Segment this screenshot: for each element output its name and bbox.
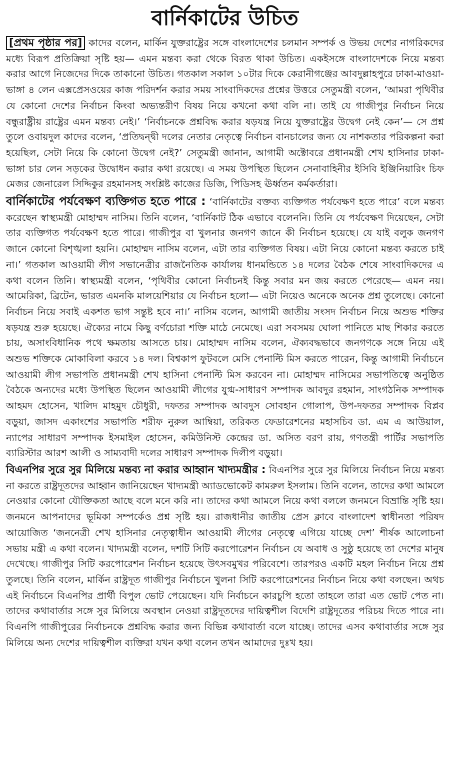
paragraph-2-text: ‘বার্নিকাটের বক্তব্য ব্যক্তিগত পর্যবেক্ষণ হতে পারে’ বলে মন্তব্য করেছেন স্বাস্থ্যমন্ত্রী মোহাম্মদ নাসিম। তিনি বলেন, ‘বার্নিকাট ঠিক এভাবে বলেননি। তিনি যে পর্যবেক্ষণ দিয়েছেন, সেটা তার ব্যক্তিগত পর্যবেক্ষণ হতে পারে। গাজীপুর বা খুলনার জনগণ জানে কী নির্বাচন হয়েছে। যে যাই বলুক জনগণ জানে কোনো বিশৃঙ্খলা হয়নি। মোহাম্মদ নাসিম বলেন, এটা তার ব্যক্তিগত বিষয়। এটা নিয়ে কোনো মন্তব্য করতে চাই না।’ গতকাল আওয়ামী লীগ সভানেত্রীর রাজনৈতিক কার্যালয় ধানমন্ডিতে ১৪ দলের বৈঠক শেষে সাংবাদিকদের এ কথা বলেন তিনি। স্বাস্থ্যমন্ত্রী বলেন, ‘পৃথিবীর কোনো নির্বাচনই কিন্তু সবার মন জয় করতে পেরেছে— এমন নয়। আমেরিকা, ব্রিটেন, ভারত এমনকি মালয়েশিয়ার যে নির্বাচন হলো— এটা নিয়েও অনেকে অনেক প্রশ্ন তুলেছে। কোনো নির্বাচন নিয়ে সবাই একশত ভাগ সন্তুষ্ট হবে না।’ নাসিম বলেন, আগামী জাতীয় সংসদ নির্বাচন নিয়ে অশুভ শক্তির ষড়যন্ত্র শুরু হয়েছে। ঐক্যের নামে কিছু বর্ণচোরা শক্তি মাঠে নেমেছে। এরা সবসময় ঘোলা পানিতে মাছ শিকার করতে চায়, অসাংবিধানিক পথে ক্ষমতায় আসতে চায়। মোহাম্মদ নাসিম বলেন, ঐক্যবদ্ধভাবে জনগণকে সঙ্গে নিয়ে এই অশুভ শক্তিকে মোকাবিলা করবে ১৪ দল। বিশ্বকাপ ফুটবলে মেসি পেনাল্টি মিস করতে পারেন, কিন্তু আগামী নির্বাচনে আওয়ামী লীগ সভাপতি প্রধানমন্ত্রী শেখ হাসিনা পেনাল্টি মিস করবেন না। মোহাম্মদ নাসিমের সভাপতিত্বে অনুষ্ঠিত বৈঠকে অন্যদের মধ্যে উপস্থিত ছিলেন আওয়ামী লীগের যুগ্ম-সাধারণ সম্পাদক আবদুর রহমান, সাংগঠনিক সম্পাদক আহমদ হোসেন, খালিদ মাহমুদ চৌধুরী, দফতর সম্পাদক আবদুস সোবহান গোলাপ, উপ-দফতর সম্পাদক বিপ্লব বড়ুয়া, জাসদ একাংশের সভাপতি শরীফ নুরুল আম্বিয়া, তরিকত ফেডারেশনের মহাসচিব ডা. এম এ আউয়াল, ন্যাপের সাধারণ সম্পাদক ইসমাইল হোসেন, কমিউনিস্ট কেন্দ্রের ডা. অসিত বরণ রায়, গণতন্ত্রী পার্টির সভাপতি ব্যারিস্টার আরশ আলী ও সাম্যবাদী দলের সাধারণ সম্পাদক দিলীপ বড়ুয়া। (6, 197, 444, 460)
paragraph-1-text: কাদের বলেন, মার্কিন যুক্তরাষ্ট্রের সঙ্গে বাংলাদেশের চলমান সম্পর্ক ও উভয় দেশের নাগরিকদের মধ্যে বিরূপ প্রতিক্রিয়া সৃষ্টি হয়— এমন মন্তব্য করা থেকে বিরত থাকা উচিত। একইসঙ্গে বাংলাদেশকে নিয়ে মন্তব্য করার আগে নিজেদের দিকে তাকানো উচিত। গতকাল সকাল ১০টার দিকে কেরানীগঞ্জের আবদুল্লাহপুরে ঢাকা-মাওয়া-ভাঙ্গা ৪ লেন এক্সপ্রেসওয়ের কাজ পরিদর্শন করার সময় সাংবাদিকদের প্রশ্নের উত্তরে সেতুমন্ত্রী বলেন, ‘আমরা পৃথিবীর যে কোনো দেশের নির্বাচন কিংবা অভ্যন্তরীণ বিষয় নিয়ে কখনো কথা বলি না। তাই যে গাজীপুর নির্বাচন নিয়ে বন্ধুরাষ্ট্রীয় রাষ্ট্রের এমন মন্তব্য নেই।’ ‘নির্বাচনকে প্রশ্নবিদ্ধ করার ষড়যন্ত্র নিয়ে যুক্তরাষ্ট্রের উদ্বেগ নেই কেন’— সে প্রশ্ন তুলে ওবায়দুল কাদের বলেন, ‘প্রতিদ্বন্দ্বী দলের নেতার নেতৃত্বে নির্বাচন বানচালের জন্য যে নাশকতার পরিকল্পনা করা হয়েছিল, সেটা নিয়ে কি কোনো উদ্বেগ নেই?’ সেতুমন্ত্রী জানান, আগামী অক্টোবরে প্রধানমন্ত্রী শেখ হাসিনার ঢাকা-ভাঙ্গা চার লেন সড়কের উদ্বোধন করার কথা রয়েছে। এ সময় উপস্থিত ছিলেন সেনাবাহিনীর ইসিবি ইঞ্জিনিয়ারিং চিফ মেজর জেনারেল সিদ্দিকুর রহমানসহ সংশ্লিষ্ট কাজের ডিজি, পিডিসহ ঊর্ধ্বতন কর্মকর্তারা। (6, 38, 445, 191)
subheading-burnicat-observation: বার্নিকাটের পর্যবেক্ষণ ব্যক্তিগত হতে পারে : (6, 194, 206, 209)
article-headline: বার্নিকাটের উচিত (151, 6, 299, 30)
article-paragraph-3 (6, 463, 444, 651)
article-paragraph-2 (6, 194, 444, 462)
article-paragraph-1 (6, 36, 444, 193)
paragraph-3-text: বিএনপির সুরে সুর মিলিয়ে নির্বাচন নিয়ে মন্তব্য না করতে রাষ্ট্রদূতদের আহ্বান জানিয়েছেন খাদ্যমন্ত্রী অ্যাডভোকেট কামরুল ইসলাম। তিনি বলেন, তাদের কথা আমলে নেওয়ার কোনো যৌক্তিকতা আছে বলে মনে করি না। তাদের কথা আমলে নিয়ে কথা বললে জনমনে বিভ্রান্তি সৃষ্টি হয়। জনমনে আপনাদের ভূমিকা সম্পর্কেও প্রশ্ন সৃষ্টি হয়। রাজধানীর জাতীয় প্রেস ক্লাবে বাংলাদেশ স্বাধীনতা পরিষদ আয়োজিত ‘জননেত্রী শেখ হাসিনার নেতৃত্বাধীন আওয়ামী লীগের নেতৃত্বে এগিয়ে যাচ্ছে দেশ’ শীর্ষক আলোচনা সভায় মন্ত্রী এ কথা বলেন। খাদ্যমন্ত্রী বলেন, দশটি সিটি করপোরেশন নির্বাচন যে অবাধ ও সুষ্ঠু হয়েছে তা দেশের মানুষ দেখেছে। গাজীপুর সিটি করপোরেশন নির্বাচন হয়েছে উৎসবমুখর পরিবেশে। তারপরও একটি মহল নির্বাচন নিয়ে প্রশ্ন তুলছে। তিনি বলেন, মার্কিন রাষ্ট্রদূত গাজীপুর নির্বাচনে খুলনা সিটি করপোরেশনের নির্বাচন নিয়ে কথা বলছেন। অথচ এই নির্বাচনে বিএনপির প্রার্থী বিপুল ভোট পেয়েছেন। যদি নির্বাচনে কারচুপি হতো তাহলে তারা এত ভোট পেত না। তাদের কথাবার্তার সঙ্গে সুর মিলিয়ে অবস্থান নেওয়া রাষ্ট্রদূতদের দায়িত্বশীল বিদেশি রাষ্ট্রদূতের পরিচয় দিতে পারে না। বিএনপি গাজীপুরের নির্বাচনকে প্রশ্নবিদ্ধ করার জন্য বিভিন্ন কথাবার্তা বলে যাচ্ছে। তাদের এসব কথাবার্তার সঙ্গে সুর মিলিয়ে অন্য দেশের দায়িত্বশীল ব্যক্তিরা যখন কথা বলেন তখন আমাদের দুঃখ হয়। (6, 464, 444, 649)
continued-from-front-page-label: [প্রথম পৃষ্ঠার পর] (6, 36, 85, 50)
subheading-food-minister-call: বিএনপির সুরে সুর মিলিয়ে মন্তব্য না করার আহ্বান খাদ্যমন্ত্রীর : (6, 463, 266, 476)
